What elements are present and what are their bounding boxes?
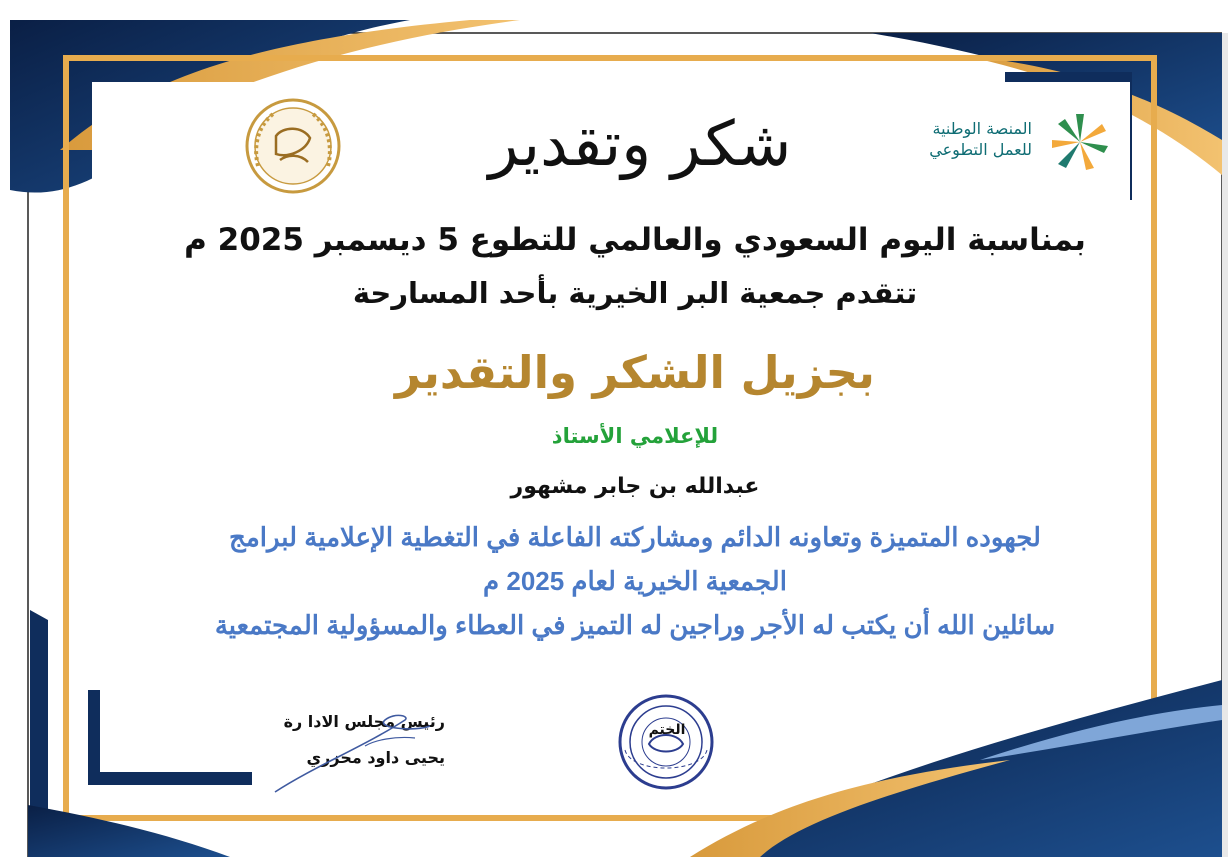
handwritten-signature [255,706,445,806]
left-side-bar [30,610,48,830]
bottom-left-swoosh [28,805,230,857]
star-flower-icon [1040,108,1116,178]
body-text-line: لجهوده المتميزة وتعاونه الدائم ومشاركته الفاعلة في التغطية الإعلامية لبرامج [229,522,1041,552]
platform-name-line2: للعمل التطوعي [929,140,1032,159]
platform-name [898,118,1032,160]
recipient-title: للإعلامي الأستاذ [551,424,719,448]
body-text-line: الجمعية الخيرية لعام 2025 م [483,566,787,596]
signatory-name: يحيى داود محزري [306,748,445,767]
recipient-name: عبدالله بن جابر مشهور [510,474,760,499]
signature-block [255,706,445,806]
body-text-line: سائلين الله أن يكتب له الأجر وراجين له التميز في العطاء والمسؤولية المجتمعية [214,610,1056,640]
official-stamp [603,692,729,792]
certificate-heading: شكر وتقدير [488,107,792,180]
charity-seal [228,96,358,196]
right-edge-strip [1222,33,1228,857]
occasion-line: بمناسبة اليوم السعودي والعالمي للتطوع 5 ديسمبر 2025 م [184,222,1086,258]
signatory-title: رئيس مجلس الادا رة [283,712,445,731]
gratitude-heading: بجزيل الشكر والتقدير [395,346,875,399]
organization-line: تتقدم جمعية البر الخيرية بأحد المسارحة [352,276,918,310]
stamp-label: الختم [648,722,686,738]
platform-name-line1: المنصة الوطنية [932,119,1032,138]
